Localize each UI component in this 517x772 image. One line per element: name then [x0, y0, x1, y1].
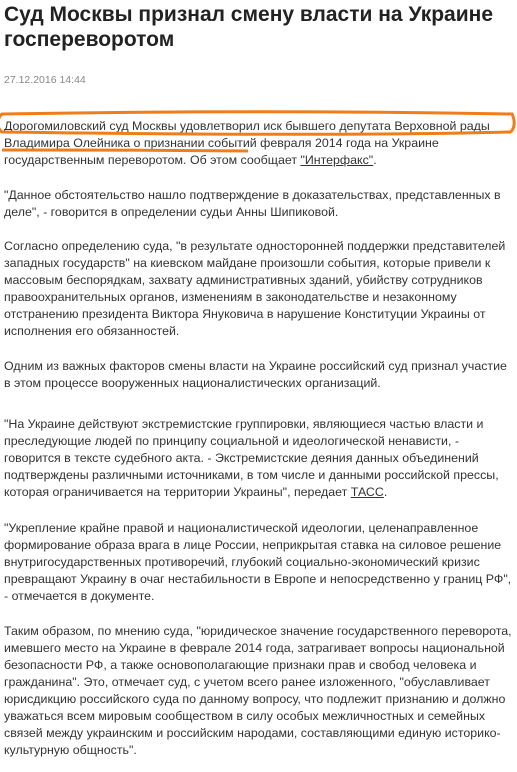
- paragraph-1: [4, 118, 512, 169]
- paragraph-1-tail: .: [373, 153, 377, 167]
- article-date: 27.12.2016 14:44: [4, 74, 86, 86]
- paragraph-7-text: Таким образом, по мнению суда, "юридическое значение государственного переворота, имевшего место на Украине в феврале 2014 года, затрагивает вопросы национальной безопасности РФ, а также основополагающие признаки прав и свобод человека и гражданина". Это, отмечает суд, с учетом всего ранее изложенного, "обуславливает юрисдикцию российского суда по данному вопросу, что подлежит признанию и должно уважаться всем мировым сообществом в силу особых межличностных и семейных связей между украинским и российским народами, составляющими единую историко-культурную общность".: [4, 624, 512, 757]
- paragraph-7: [4, 623, 512, 759]
- paragraph-4: Одним из важных факторов смены власти на Украине российский суд признал участие в этом процессе вооруженных националистических организаций.: [4, 359, 507, 390]
- paragraph-5-text: "На Украине действуют экстремистские группировки, являющиеся частью власти и преследующие людей по принципу социальной и идеологической ненависти, - говорится в тексте судебного акта. - Экстремистские деяния данных объединений подтверждены различными источниками, в том числе и данными российской прессы, которая ограничивается на территории Украины", передает: [4, 417, 499, 499]
- tass-link[interactable]: ТАСС: [350, 485, 384, 499]
- paragraph-6: "Укрепление крайне правой и националистической идеологии, целенаправленное формирование образа врага в лице России, неприкрытая ставка на силовое решение внутригосударственных противоречий, глубокий социально-экономический кризис превращают Украину в очаг нестабильности в Европе и непосредственно у границ РФ", - отмечается в документе.: [4, 521, 512, 603]
- paragraph-1-text: Дорогомиловский суд Москвы удовлетворил иск бывшего депутата Верховной рады Владимира Олейника о признании событий февраля 2014 года на Украине государственным переворотом. Об этом сообщает: [4, 119, 490, 167]
- interfax-link[interactable]: "Интерфакс": [300, 153, 374, 167]
- paragraph-5-tail: .: [383, 485, 388, 499]
- paragraph-5: [4, 416, 512, 501]
- paragraph-3: Согласно определению суда, "в результате односторонней поддержки представителей западных государств" на киевском майдане произошли события, которые привели к массовым беспорядкам, захвату административных зданий, убийству сотрудников правоохранительных органов, изменениям в законодательстве и незаконному отстранению президента Виктора Януковича в нарушение Конституции Украины от исполнения его обязанностей.: [4, 239, 506, 338]
- article-title: Суд Москвы признал смену власти на Украине госпереворотом: [4, 3, 493, 51]
- paragraph-2: "Данное обстоятельство нашло подтверждение в доказательствах, представленных в деле", - говорится в определении судьи Анны Шипиковой.: [4, 188, 501, 219]
